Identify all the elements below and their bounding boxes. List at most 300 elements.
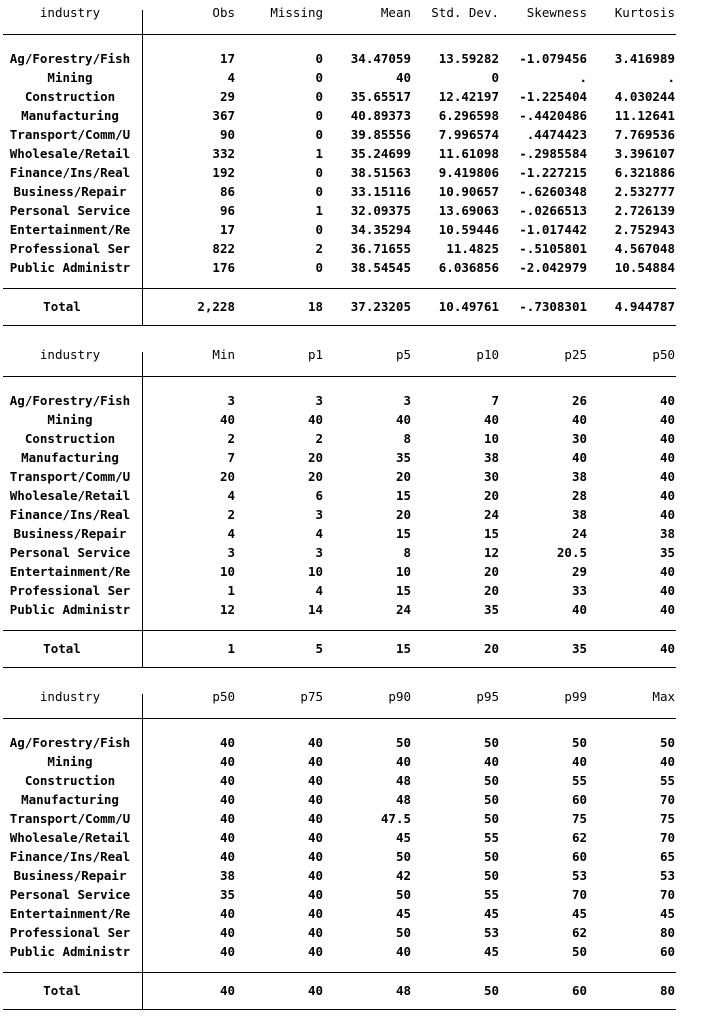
total-row: [0, 981, 708, 1000]
cell-value: 53: [571, 868, 587, 883]
table-row: [0, 220, 708, 239]
table-row: [0, 809, 708, 828]
cell-value: 6: [315, 488, 323, 503]
cell-value: 40: [659, 450, 675, 465]
table-row: [0, 410, 708, 429]
table-row: [0, 562, 708, 581]
column-separator: [142, 10, 143, 326]
row-label: Professional Ser: [9, 583, 131, 598]
header-divider: [3, 376, 676, 377]
cell-value: -.2985584: [519, 146, 587, 161]
total-value: 48: [395, 983, 411, 998]
cell-value: 38: [571, 507, 587, 522]
cell-value: 30: [571, 431, 587, 446]
cell-value: -.6260348: [519, 184, 587, 199]
column-header-min: Min: [212, 347, 235, 362]
cell-value: 9.419806: [438, 165, 499, 180]
column-separator: [142, 694, 143, 1010]
table-row: [0, 258, 708, 277]
row-label: Entertainment/Re: [9, 906, 131, 921]
total-value: 5: [315, 641, 323, 656]
total-value: 2,228: [197, 299, 235, 314]
row-label: Public Administr: [9, 602, 131, 617]
column-header-std-dev: Std. Dev.: [431, 5, 499, 20]
cell-value: 0: [315, 165, 323, 180]
total-label: Total: [43, 641, 81, 656]
cell-value: 48: [395, 773, 411, 788]
cell-value: 40: [307, 830, 323, 845]
cell-value: 3: [315, 545, 323, 560]
row-label: Public Administr: [9, 944, 131, 959]
row-label: Transport/Comm/U: [9, 811, 131, 826]
cell-value: 0: [315, 70, 323, 85]
table-row: [0, 942, 708, 961]
cell-value: 30: [483, 469, 499, 484]
total-value: 20: [483, 641, 499, 656]
cell-value: 40: [219, 773, 235, 788]
cell-value: 4: [227, 488, 235, 503]
column-header-missing: Missing: [270, 5, 323, 20]
cell-value: 12: [483, 545, 499, 560]
row-label: Public Administr: [9, 260, 131, 275]
table-row: [0, 524, 708, 543]
cell-value: -1.225404: [519, 89, 587, 104]
cell-value: 40: [219, 754, 235, 769]
cell-value: 17: [219, 51, 235, 66]
cell-value: 55: [483, 887, 499, 902]
cell-value: 20: [395, 469, 411, 484]
cell-value: 38: [219, 868, 235, 883]
row-label: Personal Service: [9, 887, 131, 902]
cell-value: 40: [395, 944, 411, 959]
cell-value: 40: [659, 754, 675, 769]
cell-value: 20: [483, 583, 499, 598]
cell-value: 12: [219, 602, 235, 617]
total-value: 80: [659, 983, 675, 998]
row-label: Finance/Ins/Real: [9, 507, 131, 522]
total-value: 40: [659, 641, 675, 656]
cell-value: 40.89373: [350, 108, 411, 123]
cell-value: 13.69063: [438, 203, 499, 218]
cell-value: 8: [403, 545, 411, 560]
cell-value: 40: [571, 754, 587, 769]
table-row: [0, 163, 708, 182]
cell-value: 45: [659, 906, 675, 921]
total-label: Total: [43, 299, 81, 314]
table-row: [0, 486, 708, 505]
cell-value: 80: [659, 925, 675, 940]
cell-value: 35.24699: [350, 146, 411, 161]
table-bottom-border: [3, 325, 676, 326]
cell-value: 15: [395, 583, 411, 598]
cell-value: 20: [219, 469, 235, 484]
cell-value: 3: [315, 393, 323, 408]
cell-value: 0: [315, 89, 323, 104]
cell-value: 40: [307, 773, 323, 788]
cell-value: 60: [571, 849, 587, 864]
cell-value: 28: [571, 488, 587, 503]
column-header-p99: p99: [564, 689, 587, 704]
table-row: [0, 448, 708, 467]
cell-value: 0: [315, 184, 323, 199]
table-header-row: [0, 342, 708, 372]
cell-value: 20: [395, 507, 411, 522]
table-row: [0, 505, 708, 524]
total-value: 4.944787: [614, 299, 675, 314]
total-label: Total: [43, 983, 81, 998]
cell-value: 6.036856: [438, 260, 499, 275]
cell-value: -.5105801: [519, 241, 587, 256]
cell-value: 10.59446: [438, 222, 499, 237]
cell-value: 20: [307, 469, 323, 484]
table-row: [0, 68, 708, 87]
total-value: -.7308301: [519, 299, 587, 314]
cell-value: 40: [307, 735, 323, 750]
cell-value: 26: [571, 393, 587, 408]
row-label: Transport/Comm/U: [9, 127, 131, 142]
cell-value: 12.42197: [438, 89, 499, 104]
cell-value: 4.030244: [614, 89, 675, 104]
cell-value: 40: [219, 925, 235, 940]
cell-value: 45: [571, 906, 587, 921]
row-label: Construction: [24, 89, 116, 104]
stats-table-1: [0, 0, 708, 330]
total-divider: [3, 972, 676, 973]
cell-value: 24: [571, 526, 587, 541]
cell-value: 29: [219, 89, 235, 104]
cell-value: 50: [483, 811, 499, 826]
cell-value: 50: [483, 773, 499, 788]
row-label: Professional Ser: [9, 925, 131, 940]
cell-value: 3: [315, 507, 323, 522]
cell-value: 10: [483, 431, 499, 446]
cell-value: 20: [307, 450, 323, 465]
cell-value: 40: [219, 811, 235, 826]
cell-value: 40: [659, 393, 675, 408]
cell-value: 11.12641: [614, 108, 675, 123]
cell-value: 40: [307, 412, 323, 427]
row-label: Manufacturing: [21, 792, 119, 807]
cell-value: 176: [212, 260, 235, 275]
row-label: Manufacturing: [21, 108, 119, 123]
cell-value: 10.54884: [614, 260, 675, 275]
row-label: Manufacturing: [21, 450, 119, 465]
table-row: [0, 885, 708, 904]
row-label: Transport/Comm/U: [9, 469, 131, 484]
column-header-mean: Mean: [380, 5, 411, 20]
cell-value: 38.54545: [350, 260, 411, 275]
cell-value: 24: [483, 507, 499, 522]
cell-value: -.4420486: [519, 108, 587, 123]
row-label: Business/Repair: [13, 526, 127, 541]
cell-value: 40: [659, 488, 675, 503]
table-row: [0, 581, 708, 600]
cell-value: 47.5: [380, 811, 411, 826]
cell-value: 40: [307, 868, 323, 883]
cell-value: 10: [307, 564, 323, 579]
cell-value: 33.15116: [350, 184, 411, 199]
row-label: Wholesale/Retail: [9, 830, 131, 845]
cell-value: 90: [219, 127, 235, 142]
column-header-p5: p5: [395, 347, 411, 362]
cell-value: 0: [315, 222, 323, 237]
row-label: Finance/Ins/Real: [9, 165, 131, 180]
cell-value: 38: [659, 526, 675, 541]
cell-value: 50: [571, 735, 587, 750]
cell-value: 50: [395, 887, 411, 902]
cell-value: 35.65517: [350, 89, 411, 104]
row-label: Mining: [47, 754, 93, 769]
cell-value: 33: [571, 583, 587, 598]
cell-value: 86: [219, 184, 235, 199]
cell-value: 10: [395, 564, 411, 579]
cell-value: 50: [483, 735, 499, 750]
cell-value: 40: [483, 412, 499, 427]
table-row: [0, 543, 708, 562]
row-label: Ag/Forestry/Fish: [9, 393, 131, 408]
cell-value: 34.35294: [350, 222, 411, 237]
cell-value: 40: [307, 925, 323, 940]
table-header-row: [0, 0, 708, 30]
cell-value: 2.532777: [614, 184, 675, 199]
cell-value: 11.4825: [446, 241, 499, 256]
cell-value: 24: [395, 602, 411, 617]
cell-value: 0: [491, 70, 499, 85]
cell-value: 40: [307, 792, 323, 807]
cell-value: 50: [395, 849, 411, 864]
cell-value: 75: [659, 811, 675, 826]
cell-value: 7.769536: [614, 127, 675, 142]
cell-value: 15: [483, 526, 499, 541]
cell-value: 10: [219, 564, 235, 579]
cell-value: 40: [307, 906, 323, 921]
total-row: [0, 639, 708, 658]
cell-value: 38: [483, 450, 499, 465]
cell-value: 60: [659, 944, 675, 959]
row-label: Construction: [24, 431, 116, 446]
cell-value: 4.567048: [614, 241, 675, 256]
cell-value: 40: [307, 887, 323, 902]
cell-value: 11.61098: [438, 146, 499, 161]
cell-value: 4: [227, 526, 235, 541]
table-bottom-border: [3, 667, 676, 668]
cell-value: 10.90657: [438, 184, 499, 199]
cell-value: 7: [227, 450, 235, 465]
row-label: Mining: [47, 412, 93, 427]
cell-value: 35: [219, 887, 235, 902]
column-separator: [142, 352, 143, 668]
column-header-kurtosis: Kurtosis: [614, 5, 675, 20]
cell-value: 2.726139: [614, 203, 675, 218]
row-label: Professional Ser: [9, 241, 131, 256]
cell-value: 50: [659, 735, 675, 750]
cell-value: 40: [483, 754, 499, 769]
table-row: [0, 87, 708, 106]
cell-value: 40: [219, 944, 235, 959]
cell-value: 822: [212, 241, 235, 256]
stats-table-2: [0, 342, 708, 672]
table-row: [0, 600, 708, 619]
cell-value: 70: [659, 830, 675, 845]
row-label: Entertainment/Re: [9, 222, 131, 237]
cell-value: 40: [219, 735, 235, 750]
cell-value: -2.042979: [519, 260, 587, 275]
table-row: [0, 429, 708, 448]
column-header-p25: p25: [564, 347, 587, 362]
cell-value: 38.51563: [350, 165, 411, 180]
cell-value: 7.996574: [438, 127, 499, 142]
row-label: Ag/Forestry/Fish: [9, 735, 131, 750]
table-row: [0, 144, 708, 163]
cell-value: 40: [571, 602, 587, 617]
cell-value: 40: [659, 469, 675, 484]
cell-value: 40: [219, 906, 235, 921]
total-value: 40: [307, 983, 323, 998]
cell-value: 70: [659, 792, 675, 807]
table-bottom-border: [3, 1009, 676, 1010]
row-label: Wholesale/Retail: [9, 488, 131, 503]
column-header-industry: industry: [39, 347, 101, 362]
row-label: Mining: [47, 70, 93, 85]
cell-value: 2: [227, 507, 235, 522]
cell-value: -1.227215: [519, 165, 587, 180]
cell-value: 32.09375: [350, 203, 411, 218]
cell-value: 70: [659, 887, 675, 902]
cell-value: 2: [315, 241, 323, 256]
table-row: [0, 904, 708, 923]
cell-value: 45: [395, 906, 411, 921]
cell-value: 40: [219, 830, 235, 845]
total-value: 40: [219, 983, 235, 998]
cell-value: 1: [315, 146, 323, 161]
row-label: Personal Service: [9, 203, 131, 218]
cell-value: 2: [315, 431, 323, 446]
row-label: Business/Repair: [13, 184, 127, 199]
row-label: Entertainment/Re: [9, 564, 131, 579]
cell-value: 40: [395, 754, 411, 769]
column-header-p50: p50: [212, 689, 235, 704]
column-header-industry: industry: [39, 689, 101, 704]
cell-value: 14: [307, 602, 323, 617]
column-header-skewness: Skewness: [526, 5, 587, 20]
cell-value: .: [667, 70, 675, 85]
cell-value: 39.85556: [350, 127, 411, 142]
cell-value: 40: [395, 70, 411, 85]
cell-value: 40: [571, 412, 587, 427]
cell-value: 3: [227, 393, 235, 408]
cell-value: 40: [219, 792, 235, 807]
cell-value: .4474423: [526, 127, 587, 142]
cell-value: 65: [659, 849, 675, 864]
cell-value: 50: [483, 849, 499, 864]
cell-value: 4: [315, 526, 323, 541]
cell-value: 50: [483, 792, 499, 807]
cell-value: 50: [571, 944, 587, 959]
cell-value: 17: [219, 222, 235, 237]
cell-value: 13.59282: [438, 51, 499, 66]
cell-value: 45: [395, 830, 411, 845]
cell-value: 75: [571, 811, 587, 826]
cell-value: 40: [219, 849, 235, 864]
row-label: Business/Repair: [13, 868, 127, 883]
cell-value: 20: [483, 488, 499, 503]
cell-value: 0: [315, 108, 323, 123]
cell-value: 1: [315, 203, 323, 218]
column-header-p50: p50: [652, 347, 675, 362]
cell-value: 40: [659, 507, 675, 522]
cell-value: 45: [483, 906, 499, 921]
cell-value: 40: [659, 602, 675, 617]
total-value: 15: [395, 641, 411, 656]
table-row: [0, 467, 708, 486]
cell-value: 20.5: [556, 545, 587, 560]
cell-value: 7: [491, 393, 499, 408]
total-row: [0, 297, 708, 316]
cell-value: 40: [307, 811, 323, 826]
total-value: 60: [571, 983, 587, 998]
cell-value: 15: [395, 526, 411, 541]
table-row: [0, 182, 708, 201]
cell-value: 0: [315, 127, 323, 142]
cell-value: 34.47059: [350, 51, 411, 66]
cell-value: 38: [571, 469, 587, 484]
row-label: Personal Service: [9, 545, 131, 560]
total-value: 10.49761: [438, 299, 499, 314]
total-value: 18: [307, 299, 323, 314]
table-row: [0, 391, 708, 410]
cell-value: 3: [227, 545, 235, 560]
total-value: 1: [227, 641, 235, 656]
cell-value: 0: [315, 51, 323, 66]
cell-value: 62: [571, 830, 587, 845]
table-row: [0, 771, 708, 790]
table-row: [0, 49, 708, 68]
cell-value: 50: [395, 735, 411, 750]
cell-value: 40: [307, 944, 323, 959]
cell-value: 55: [571, 773, 587, 788]
cell-value: 45: [483, 944, 499, 959]
header-divider: [3, 34, 676, 35]
cell-value: 4: [315, 583, 323, 598]
total-value: 50: [483, 983, 499, 998]
cell-value: -.0266513: [519, 203, 587, 218]
row-label: Wholesale/Retail: [9, 146, 131, 161]
column-header-p75: p75: [300, 689, 323, 704]
column-header-p95: p95: [476, 689, 499, 704]
column-header-p90: p90: [388, 689, 411, 704]
cell-value: 35: [659, 545, 675, 560]
table-row: [0, 828, 708, 847]
cell-value: 50: [483, 868, 499, 883]
column-header-p10: p10: [476, 347, 499, 362]
cell-value: 55: [659, 773, 675, 788]
cell-value: 6.296598: [438, 108, 499, 123]
cell-value: 4: [227, 70, 235, 85]
cell-value: 8: [403, 431, 411, 446]
total-value: 37.23205: [350, 299, 411, 314]
cell-value: 96: [219, 203, 235, 218]
cell-value: 2.752943: [614, 222, 675, 237]
table-row: [0, 790, 708, 809]
cell-value: -1.079456: [519, 51, 587, 66]
total-value: 35: [571, 641, 587, 656]
cell-value: 40: [395, 412, 411, 427]
table-row: [0, 866, 708, 885]
table-row: [0, 733, 708, 752]
cell-value: 20: [483, 564, 499, 579]
cell-value: 42: [395, 868, 411, 883]
cell-value: 40: [659, 412, 675, 427]
